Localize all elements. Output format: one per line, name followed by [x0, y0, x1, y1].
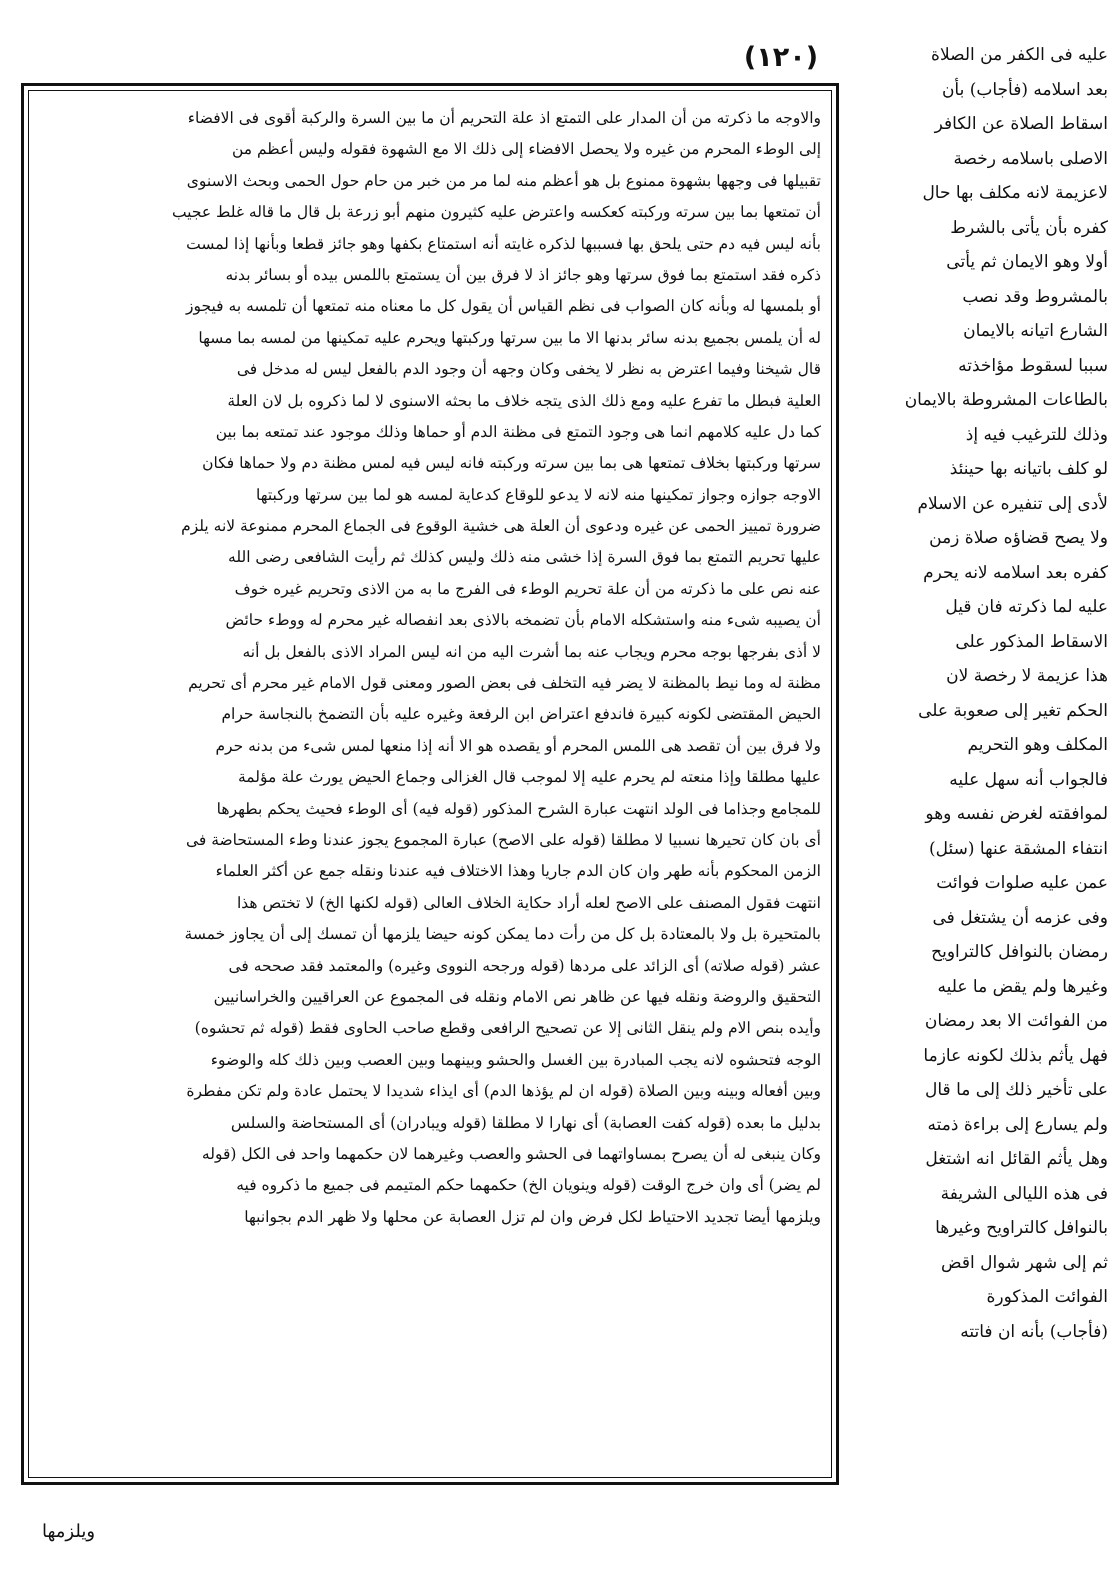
main-text-line: لا أذى بفرجها بوجه محرم ويجاب عنه بما أشرت اليه من انه ليس المراد الاذى بالفعل بل أنه: [242, 642, 821, 661]
main-text-line: سرتها وركبتها بخلاف تمتعها هى بما بين سرته وركبته فانه ليس فيه لمس مظنة دم ولا حماها فكان: [202, 454, 821, 473]
margin-text-line: عمن عليه صلوات فوائت: [936, 873, 1108, 893]
margin-text-line: عليه لما ذكرته فان قيل: [945, 597, 1108, 617]
main-text-line: كما دل عليه كلامهم انما هى وجود التمتع فى مظنة الدم أو حماها وذلك موجود عند تمتعه بما بين: [215, 422, 821, 441]
catchword: ويلزمها: [42, 1521, 96, 1542]
margin-text-line: انتفاء المشقة عنها (سئل): [929, 838, 1108, 859]
margin-text-line: فالجواب أنه سهل عليه: [949, 769, 1108, 790]
page-number: (١٢٠): [743, 42, 819, 73]
main-text-line: الحيض المقتضى لكونه كبيرة فاندفع اعتراض ابن الرفعة وغيره عليه بأن التضمخ بالنجاسة حرام: [221, 705, 821, 724]
margin-text-line: المكلف وهو التحريم: [967, 735, 1108, 755]
margin-text-line: وذلك للترغيب فيه إذ: [965, 424, 1108, 445]
margin-text-line: بعد اسلامه (فأجاب) بأن: [941, 79, 1108, 100]
main-text-line: عشر (قوله صلاته) أى الزائد على مردها (قوله ورجحه النووى وغيره) والمعتمد فقد صححه فى: [228, 956, 821, 975]
margin-text-line: ثم إلى شهر شوال اقض: [941, 1252, 1108, 1273]
main-text-line: أن يصيبه شىء منه واستشكله الامام بأن تضمخه بالاذى بعد انفصاله غير محرم له ووطء حائض: [225, 611, 821, 630]
main-text-line: الاوجه جوازه وجواز تمكينها منه لانه لا يدعو للوقاع كدعاية لمسه هو لما بين سرتها وركبتها: [256, 485, 821, 504]
main-text-line: عليها تحريم التمتع بما فوق السرة إذا خشى منه ذلك وليس كذلك ثم رأيت الشافعى رضى الله: [228, 548, 821, 567]
margin-text-line: الاصلى باسلامه رخصة: [953, 148, 1108, 169]
margin-text-line: اسقاط الصلاة عن الكافر: [934, 114, 1108, 134]
margin-text-line: بالمشروط وقد نصب: [962, 286, 1108, 307]
main-text-frame: [21, 83, 839, 1485]
main-text-line: والاوجه ما ذكرته من أن المدار على التمتع اذ علة التحريم أن ما بين السرة والركبة أقوى فى الافضاء: [187, 109, 821, 127]
main-text-line: قال شيخنا وفيما اعترض به نظر لا يخفى وكان وجهه أن وجود الدم بالفعل ليس له مدخل فى: [236, 360, 821, 379]
main-text-line: أن تمتعها بما بين سرته وركبته كعكسه واعترض عليه كثيرون منهم أبو زرعة بل قال ما قاله غلط عجيب: [171, 203, 821, 222]
main-text-line: التحقيق والروضة ونقله فيها عن ظاهر نص الامام ونقله فى المجموع عن العراقيين والخراسانيين: [213, 987, 821, 1006]
main-text-line: للمجامع وجذاما فى الولد انتهت عبارة الشرح المذكور (قوله فيه) أى الوطء فحيث يحكم بطهرها: [216, 799, 821, 818]
margin-text-line: عليه فى الكفر من الصلاة: [931, 45, 1108, 65]
main-text-line: وأيده بنص الام ولم ينقل الثانى إلا عن تصحيح الرافعى وقطع صاحب الحاوى فقط (قوله ثم تحشوه): [194, 1019, 821, 1038]
main-text-line: أو بلمسها له وبأنه كان الصواب فى نظم القياس أن يقول كل ما معناه منه تمتعها أن تلمسه به فيجوز: [186, 297, 821, 316]
main-text-line: وبين أفعاله وبينه وبين الصلاة (قوله ان لم يؤذها الدم) أى ايذاء شديدا لا يحتمل عادة ولم تكن مفطرة: [186, 1082, 821, 1101]
margin-text-line: الحكم تغير إلى صعوبة على: [918, 700, 1108, 721]
margin-text-line: الاسقاط المذكور على: [955, 631, 1108, 652]
main-text-line: الزمن المحكوم بأنه طهر وان كان الدم جاريا وهذا الاختلاف فيه عندنا ونقله جمع عن أكثر العلماء: [215, 862, 821, 881]
main-text-line: ذكره فقد استمتع بما فوق سرتها وهو جائز اذ لا فرق بين أن يستمتع باللمس بيده أو بسائر بدنه: [225, 265, 821, 284]
main-text-line: تقبيلها فى وجهها بشهوة ممنوع بل هو أعظم منه لما مر من خبر من حام حول الحمى وبحث الاسنوى: [186, 171, 821, 190]
margin-text-line: وهل يأثم القائل انه اشتغل: [925, 1149, 1108, 1169]
main-text-line: بأنه ليس فيه دم حتى يلحق بها فسببها لذكره غايته أنه استمتاع بكفها وهو جائز قطعا وبأنها إذا لمست: [186, 234, 821, 253]
main-text-line: لم يضر) أى وان خرج الوقت (قوله وينويان الخ) حكمهما حكم المتيمم فى جميع ما ذكروه فيه: [236, 1176, 821, 1195]
margin-text-line: من الفوائت الا بعد رمضان: [924, 1011, 1108, 1031]
margin-text-line: (فأجاب) بأنه ان فاتته: [960, 1321, 1108, 1342]
margin-text-line: كفره بعد اسلامه لانه يحرم: [923, 562, 1108, 583]
main-text-line: له أن يلمس بجميع بدنه سائر بدنها الا ما بين سرتها وركبتها ويحرم عليه تمكينها من لمسه بما مسها: [198, 328, 821, 347]
margin-text-line: كفره بأن يأتى بالشرط: [950, 217, 1108, 238]
main-text-line: وكان ينبغى له أن يصرح بمساواتهما فى الحشو والعصب وغيرهما لان حكمهما واحد فى الكل (قوله: [201, 1144, 821, 1163]
margin-text-line: وغيرها ولم يقض ما عليه: [937, 976, 1108, 997]
margin-text-line: بالطاعات المشروطة بالايمان: [904, 390, 1108, 410]
margin-text-line: فى هذه الليالى الشريفة: [940, 1183, 1108, 1204]
margin-commentary: [840, 38, 1108, 1528]
margin-text-line: ولا يصح قضاؤه صلاة زمن: [929, 528, 1108, 548]
main-text-line: ولا فرق بين أن تقصد هى اللمس المحرم أو يقصده هو الا أنه إذا منعها لمس شىء من بدنه حرم: [215, 736, 821, 755]
margin-text-line: على تأخير ذلك إلى ما قال: [925, 1080, 1108, 1100]
margin-text-line: الشارع اتيانه بالايمان: [963, 321, 1108, 341]
margin-text-line: وفى عزمه أن يشتغل فى: [932, 907, 1108, 928]
main-text-line: مظنة له وما نيط بالمظنة لا يضر فيه التخلف فى بعض الصور ومعنى قول الامام غير محرم أى تحريم: [188, 674, 821, 693]
margin-text-line: رمضان بالنوافل كالتراويح: [931, 942, 1108, 962]
margin-text-line: أولا وهو الايمان ثم يأتى: [946, 252, 1108, 272]
margin-text-line: هذا عزيمة لا رخصة لان: [946, 666, 1108, 686]
margin-text-line: لموافقته لغرض نفسه وهو: [925, 804, 1108, 824]
main-text-line: بالمتحيرة بل ولا بالمعتادة بل كل من رأت دما يمكن كونه حيضا يلزمها أن تمسك إلى أن يجاوز خمسة: [184, 925, 821, 944]
margin-text-line: ولم يسارع إلى براءة ذمته: [927, 1114, 1108, 1135]
margin-text-line: الفوائت المذكورة: [986, 1287, 1108, 1307]
margin-text-line: لاعزيمة لانه مكلف بها حال: [922, 183, 1108, 203]
main-text-line: إلى الوطء المحرم من غيره ولا يحصل الافضاء إلى ذلك الا مع الشهوة فقوله وليس أعظم من: [231, 140, 821, 159]
main-text-line: ضرورة تمييز الحمى عن غيره ودعوى أن العلة هى خشية الوقوع فى الجماع المحرم ممنوعة لانه يلزم: [181, 517, 821, 536]
margin-text-line: فهل يأثم بذلك لكونه عازما: [923, 1045, 1108, 1066]
main-text-line: انتهت فقول المصنف على الاصح لعله أراد حكاية الخلاف العالى (قوله لكنها الخ) لا تختص هذا: [236, 893, 821, 912]
main-text-line: العلية فبطل ما تفرع عليه ومع ذلك الذى يتجه خلاف ما بحثه الاسنوى لا لما ذكروه بل لان العلة: [227, 391, 821, 410]
margin-text-line: لو كلف باتيانه بها حينئذ: [949, 459, 1108, 479]
main-text-line: أى بان كان تحيرها نسبيا لا مطلقا (قوله على الاصح) عبارة المجموع يجوز عندنا وطء المستحاضة فى: [185, 830, 821, 849]
main-text-line: ويلزمها أيضا تجديد الاحتياط لكل فرض وان لم تزل العصابة عن محلها ولا ظهر الدم بجوانبها: [244, 1207, 821, 1226]
margin-text-line: بالنوافل كالتراويح وغيرها: [935, 1218, 1108, 1238]
main-text-line: عليها مطلقا وإذا منعته لم يحرم عليه إلا لموجب قال الغزالى وجماع الحيض يورث علة مؤلمة: [238, 768, 821, 787]
main-text-line: عنه نص على ما ذكرته من أن علة تحريم الوطء فى الفرج ما به من الاذى وتحريم غيره خوف: [234, 579, 821, 598]
margin-text-line: لأدى إلى تنفيره عن الاسلام: [917, 493, 1108, 514]
main-text-body: [28, 90, 832, 1478]
main-text-line: بدليل ما بعده (قوله كفت العصابة) أى نهارا لا مطلقا (قوله ويبادران) أى المستحاضة والسلس: [230, 1113, 821, 1132]
margin-text-line: سببا لسقوط مؤاخذته: [958, 355, 1108, 376]
main-text-line: الوجه فتحشوه لانه يجب المبادرة بين الغسل والحشو وبينهما وبين العصب وبين ذلك كله والوضوء: [210, 1050, 821, 1069]
